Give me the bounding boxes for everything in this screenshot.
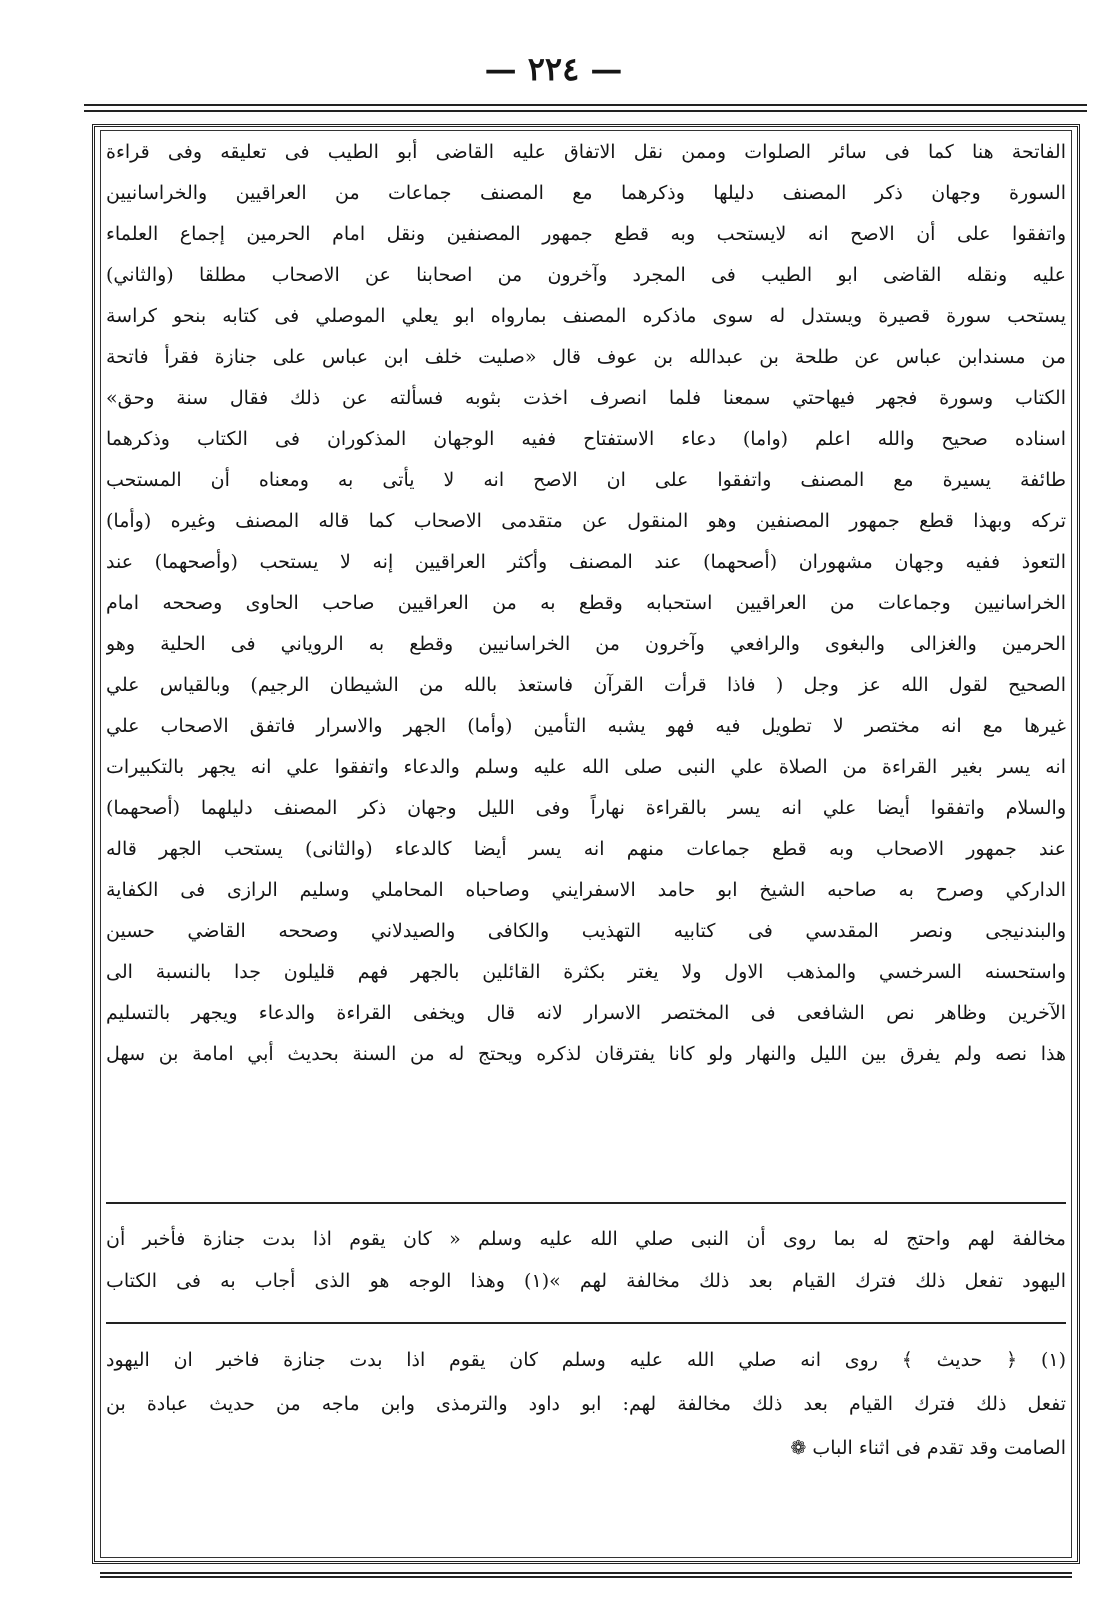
main-line: من مسندابن عباس عن طلحة بن عبدالله بن عوف قال «صليت خلف ابن عباس على جنازة فقرأ فاتحة	[106, 346, 1066, 368]
footnote-block	[106, 1338, 1066, 1470]
lower-section-line: مخالفة لهم واحتج له بما روى أن النبى صلي الله عليه وسلم « كان يقوم اذا بدت جنازة فأخبر أن	[106, 1228, 1066, 1250]
main-line: الصحيح لقول الله عز وجل ( فاذا قرأت القرآن فاستعذ بالله من الشيطان الرجيم) وبالقياس علي	[106, 674, 1066, 696]
main-line: والبندنيجى ونصر المقدسي فى كتابيه التهذيب والكافى والصيدلاني وصححه القاضي حسين	[106, 920, 1066, 942]
main-line: اسناده صحيح والله اعلم (واما) دعاء الاستفتاح ففيه الوجهان المذكوران فى الكتاب وذكرهما	[106, 428, 1066, 450]
main-line: تركه وبهذا قطع جمهور المصنفين وهو المنقول عن متقدمى الاصحاب كما قاله المصنف وغيره (وأما)	[106, 510, 1066, 532]
page-number: — ٢٢٤ —	[484, 50, 623, 88]
main-line: طائفة يسيرة مع المصنف واتفقوا على ان الاصح انه لا يأتى به ومعناه أن المستحب	[106, 469, 1066, 491]
main-line: عليه ونقله القاضى ابو الطيب فى المجرد وآخرون من اصحابنا عن الاصحاب مطلقا (والثاني)	[106, 264, 1066, 286]
section-divider	[106, 1202, 1066, 1204]
footnote-line: الصامت وقد تقدم فى اثناء الباب ❁	[790, 1437, 1066, 1459]
main-line: والسلام واتفقوا أيضا علي انه يسر بالقراءة نهاراً وفى الليل وجهان ذكر المصنف دليلهما (أصحهما)	[106, 797, 1066, 819]
main-line: الحرمين والغزالى والبغوى والرافعي وآخرون من الخراسانيين وقطع به الروياني فى الحلية وهو	[106, 633, 1066, 655]
main-line: انه يسر بغير القراءة من الصلاة علي النبى صلى الله عليه وسلم والدعاء واتفقوا علي انه يجهر بالتكبيرات	[106, 756, 1066, 778]
main-line: الآخرين وظاهر نص الشافعى فى المختصر الاسرار لانه قال ويخفى القراءة والدعاء ويجهر بالتسليم	[106, 1002, 1066, 1024]
main-text-block	[106, 132, 1066, 1075]
main-line: يستحب سورة قصيرة ويستدل له سوى ماذكره المصنف بمارواه ابو يعلي الموصلي فى كتابه بنحو كراسة	[106, 305, 1066, 327]
lower-section-text	[106, 1218, 1066, 1302]
main-line: الخراسانيين وجماعات من العراقيين استحبابه وقطع به من العراقيين صاحب الحاوى وصححه امام	[106, 592, 1066, 614]
main-line: هذا نصه ولم يفرق بين الليل والنهار ولو كانا يفترقان لذكره ويحتج له من السنة بحديث أبي امامة بن سهل	[106, 1043, 1066, 1065]
footnote-divider	[106, 1322, 1066, 1324]
main-line: الفاتحة هنا كما فى سائر الصلوات وممن نقل الاتفاق عليه القاضى أبو الطيب فى تعليقه وفى قراءة	[106, 141, 1066, 163]
lower-section-line: اليهود تفعل ذلك فترك القيام بعد ذلك مخالفة لهم »(١) وهذا الوجه هو الذى أجاب به فى الكتاب	[106, 1270, 1066, 1292]
footnote-line: تفعل ذلك فترك القيام بعد ذلك مخالفة لهم: ابو داود والترمذى وابن ماجه من حديث عبادة بن	[106, 1393, 1066, 1415]
main-line: واستحسنه السرخسي والمذهب الاول ولا يغتر بكثرة القائلين بالجهر فهم قليلون جدا بالنسبة الى	[106, 961, 1066, 983]
main-line: واتفقوا على أن الاصح انه لايستحب وبه قطع جمهور المصنفين ونقل امام الحرمين إجماع العلماء	[106, 223, 1066, 245]
main-line: الداركي وصرح به صاحبه الشيخ ابو حامد الاسفرايني وصاحباه المحاملي وسليم الرازى فى الكفاية	[106, 879, 1066, 901]
main-line: غيرها مع انه مختصر لا تطويل فيه فهو يشبه التأمين (وأما) الجهر والاسرار فاتفق الاصحاب علي	[106, 715, 1066, 737]
main-line: الكتاب وسورة فجهر فيهاحتي سمعنا فلما انصرف اخذت بثوبه فسألته عن ذلك فقال سنة وحق»	[106, 387, 1066, 409]
main-line: التعوذ ففيه وجهان مشهوران (أصحهما) عند المصنف وأكثر العراقيين إنه لا يستحب (وأصحهما) عند	[106, 551, 1066, 573]
main-line: السورة وجهان ذكر المصنف دليلها وذكرهما مع المصنف جماعات من العراقيين والخراسانيين	[106, 182, 1066, 204]
header-double-rule	[84, 104, 1087, 112]
main-line: عند جمهور الاصحاب وبه قطع جماعات منهم انه يسر أيضا كالدعاء (والثانى) يستحب الجهر قاله	[106, 838, 1066, 860]
footnote-line: (١) ﴿ حديث ﴾ روى انه صلي الله عليه وسلم كان يقوم اذا بدت جنازة فاخبر ان اليهود	[106, 1349, 1066, 1371]
footer-double-rule	[100, 1572, 1072, 1578]
